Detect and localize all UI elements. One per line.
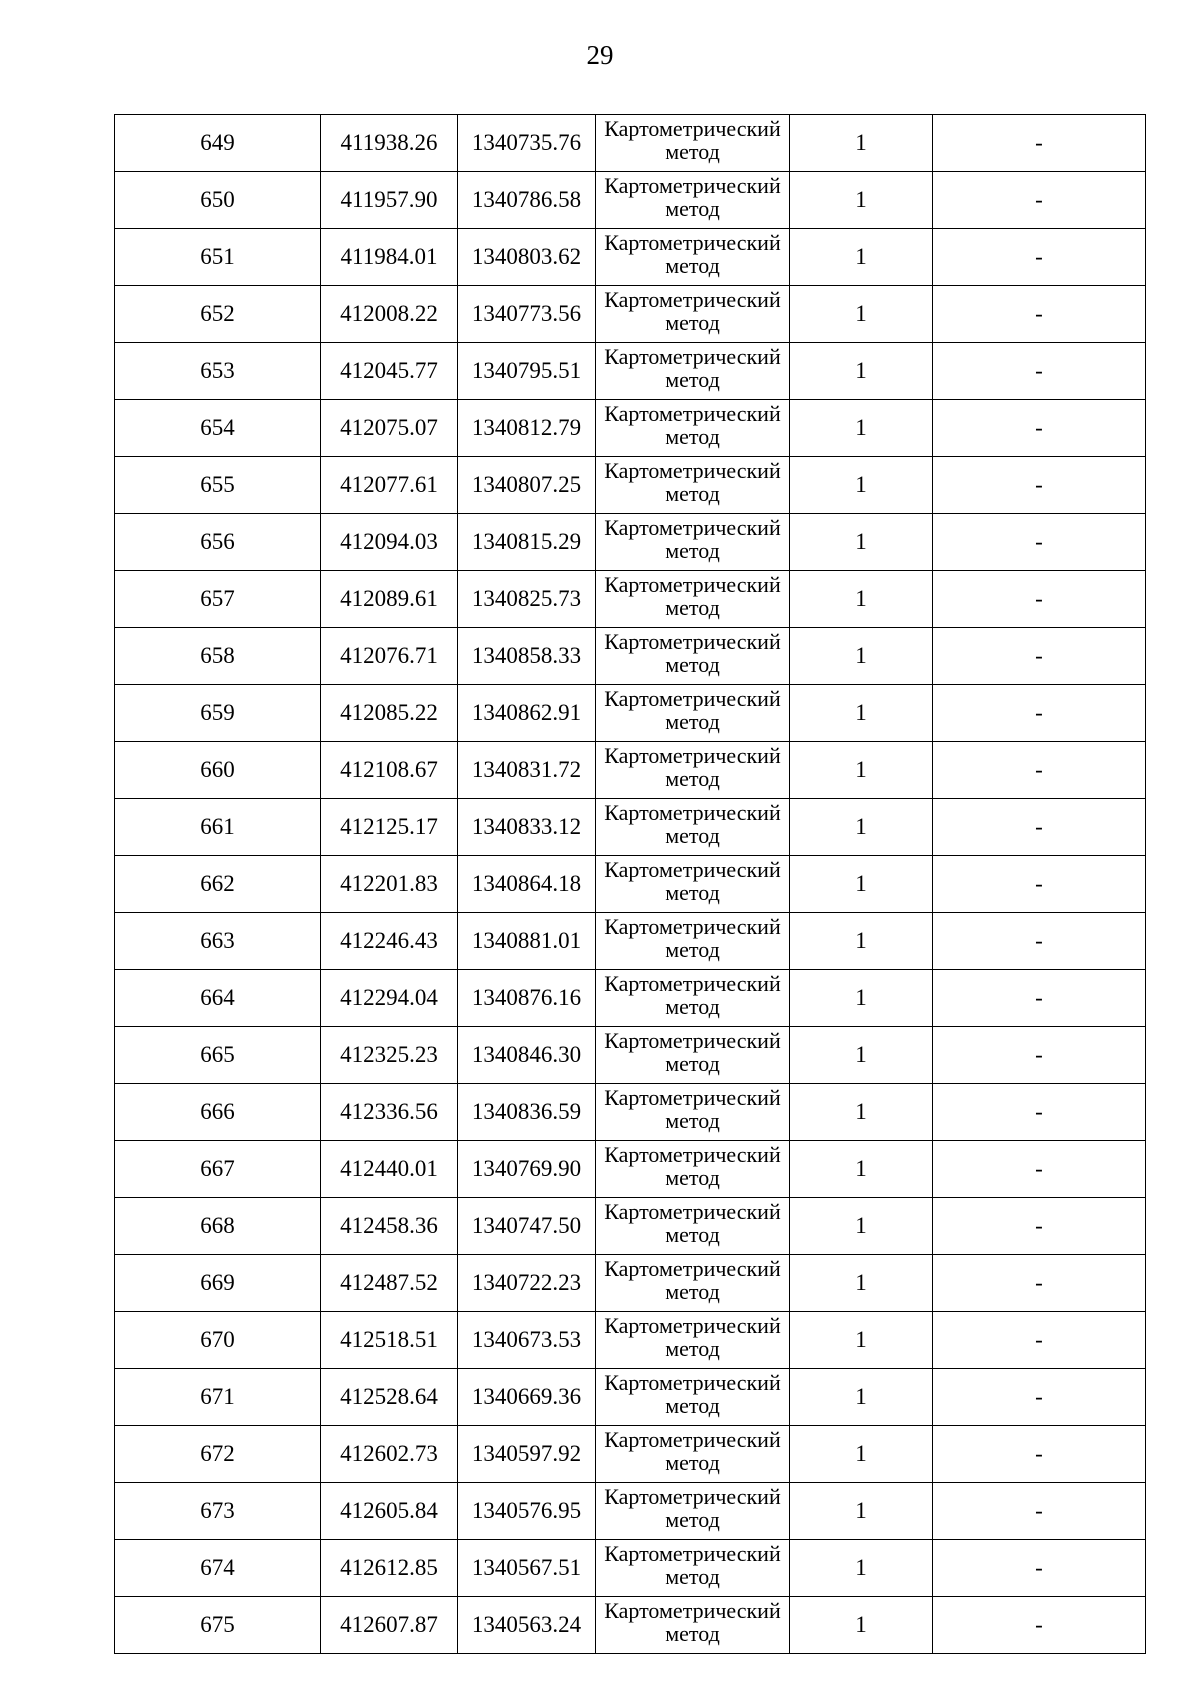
x-coordinate-cell: 412089.61 — [321, 571, 458, 628]
method-cell — [596, 1141, 790, 1198]
accuracy-cell: 1 — [790, 1483, 933, 1540]
point-number-cell: 673 — [115, 1483, 321, 1540]
accuracy-cell: 1 — [790, 1426, 933, 1483]
accuracy-cell: 1 — [790, 286, 933, 343]
method-text-line1: Картометрический — [604, 1427, 781, 1452]
method-cell — [596, 685, 790, 742]
y-coordinate-cell: 1340673.53 — [458, 1312, 596, 1369]
method-text-line1: Картометрический — [604, 116, 781, 141]
table-row — [115, 1141, 1146, 1198]
x-coordinate-cell: 412125.17 — [321, 799, 458, 856]
table-row — [115, 685, 1146, 742]
table-row — [115, 1369, 1146, 1426]
method-cell — [596, 286, 790, 343]
accuracy-cell: 1 — [790, 799, 933, 856]
y-coordinate-cell: 1340669.36 — [458, 1369, 596, 1426]
method-text-line2: метод — [665, 709, 720, 734]
x-coordinate-cell: 412077.61 — [321, 457, 458, 514]
x-coordinate-cell: 412336.56 — [321, 1084, 458, 1141]
point-number-cell: 672 — [115, 1426, 321, 1483]
method-text-line1: Картометрический — [604, 287, 781, 312]
y-coordinate-cell: 1340769.90 — [458, 1141, 596, 1198]
method-text-line1: Картометрический — [604, 1370, 781, 1395]
note-cell: - — [933, 571, 1146, 628]
note-cell: - — [933, 514, 1146, 571]
point-number-cell: 668 — [115, 1198, 321, 1255]
x-coordinate-cell: 412008.22 — [321, 286, 458, 343]
x-coordinate-cell: 412201.83 — [321, 856, 458, 913]
note-cell: - — [933, 685, 1146, 742]
y-coordinate-cell: 1340786.58 — [458, 172, 596, 229]
note-cell: - — [933, 286, 1146, 343]
method-text-line2: метод — [665, 1051, 720, 1076]
accuracy-cell: 1 — [790, 1141, 933, 1198]
method-text-line1: Картометрический — [604, 173, 781, 198]
y-coordinate-cell: 1340773.56 — [458, 286, 596, 343]
y-coordinate-cell: 1340722.23 — [458, 1255, 596, 1312]
point-number-cell: 659 — [115, 685, 321, 742]
x-coordinate-cell: 411957.90 — [321, 172, 458, 229]
method-text-line2: метод — [665, 1108, 720, 1133]
note-cell: - — [933, 799, 1146, 856]
table-row — [115, 571, 1146, 628]
method-text-line1: Картометрический — [604, 230, 781, 255]
accuracy-cell: 1 — [790, 514, 933, 571]
note-cell: - — [933, 1540, 1146, 1597]
y-coordinate-cell: 1340858.33 — [458, 628, 596, 685]
note-cell: - — [933, 229, 1146, 286]
y-coordinate-cell: 1340567.51 — [458, 1540, 596, 1597]
table-row — [115, 856, 1146, 913]
method-text-line2: метод — [665, 253, 720, 278]
x-coordinate-cell: 412108.67 — [321, 742, 458, 799]
note-cell: - — [933, 1426, 1146, 1483]
table-row — [115, 229, 1146, 286]
x-coordinate-cell: 411938.26 — [321, 115, 458, 172]
method-text-line1: Картометрический — [604, 743, 781, 768]
method-cell — [596, 913, 790, 970]
table-row — [115, 1084, 1146, 1141]
table-row — [115, 1540, 1146, 1597]
method-text-line2: метод — [665, 1393, 720, 1418]
method-text-line2: метод — [665, 652, 720, 677]
accuracy-cell: 1 — [790, 913, 933, 970]
x-coordinate-cell: 412325.23 — [321, 1027, 458, 1084]
table-row — [115, 1483, 1146, 1540]
accuracy-cell: 1 — [790, 457, 933, 514]
y-coordinate-cell: 1340881.01 — [458, 913, 596, 970]
note-cell: - — [933, 742, 1146, 799]
x-coordinate-cell: 412085.22 — [321, 685, 458, 742]
method-text-line2: метод — [665, 595, 720, 620]
accuracy-cell: 1 — [790, 1255, 933, 1312]
accuracy-cell: 1 — [790, 1369, 933, 1426]
x-coordinate-cell: 412518.51 — [321, 1312, 458, 1369]
method-cell — [596, 457, 790, 514]
accuracy-cell: 1 — [790, 1198, 933, 1255]
note-cell: - — [933, 1027, 1146, 1084]
x-coordinate-cell: 412528.64 — [321, 1369, 458, 1426]
y-coordinate-cell: 1340795.51 — [458, 343, 596, 400]
accuracy-cell: 1 — [790, 571, 933, 628]
table-row — [115, 628, 1146, 685]
table-row — [115, 1255, 1146, 1312]
y-coordinate-cell: 1340825.73 — [458, 571, 596, 628]
method-text-line2: метод — [665, 481, 720, 506]
note-cell: - — [933, 1255, 1146, 1312]
page-number: 29 — [586, 40, 614, 70]
y-coordinate-cell: 1340815.29 — [458, 514, 596, 571]
y-coordinate-cell: 1340597.92 — [458, 1426, 596, 1483]
method-cell — [596, 1255, 790, 1312]
method-cell — [596, 1312, 790, 1369]
method-text-line2: метод — [665, 1222, 720, 1247]
note-cell: - — [933, 1198, 1146, 1255]
method-text-line2: метод — [665, 1279, 720, 1304]
point-number-cell: 649 — [115, 115, 321, 172]
method-cell — [596, 1540, 790, 1597]
y-coordinate-cell: 1340735.76 — [458, 115, 596, 172]
method-text-line2: метод — [665, 766, 720, 791]
point-number-cell: 662 — [115, 856, 321, 913]
table-row — [115, 172, 1146, 229]
method-cell — [596, 628, 790, 685]
method-text-line1: Картометрический — [604, 344, 781, 369]
accuracy-cell: 1 — [790, 172, 933, 229]
x-coordinate-cell: 412458.36 — [321, 1198, 458, 1255]
method-cell — [596, 1369, 790, 1426]
method-text-line2: метод — [665, 538, 720, 563]
note-cell: - — [933, 400, 1146, 457]
method-text-line1: Картометрический — [604, 1085, 781, 1110]
method-text-line1: Картометрический — [604, 1484, 781, 1509]
method-text-line1: Картометрический — [604, 1313, 781, 1338]
method-cell — [596, 856, 790, 913]
method-text-line1: Картометрический — [604, 458, 781, 483]
method-cell — [596, 1426, 790, 1483]
method-cell — [596, 115, 790, 172]
method-text-line2: метод — [665, 823, 720, 848]
y-coordinate-cell: 1340846.30 — [458, 1027, 596, 1084]
table-row — [115, 1426, 1146, 1483]
x-coordinate-cell: 412440.01 — [321, 1141, 458, 1198]
method-cell — [596, 742, 790, 799]
method-cell — [596, 343, 790, 400]
table-row — [115, 400, 1146, 457]
x-coordinate-cell: 411984.01 — [321, 229, 458, 286]
method-text-line1: Картометрический — [604, 971, 781, 996]
method-text-line1: Картометрический — [604, 401, 781, 426]
accuracy-cell: 1 — [790, 970, 933, 1027]
y-coordinate-cell: 1340864.18 — [458, 856, 596, 913]
method-text-line1: Картометрический — [604, 1028, 781, 1053]
accuracy-cell: 1 — [790, 400, 933, 457]
accuracy-cell: 1 — [790, 1597, 933, 1654]
note-cell: - — [933, 1369, 1146, 1426]
method-text-line2: метод — [665, 1165, 720, 1190]
method-text-line1: Картометрический — [604, 1256, 781, 1281]
method-text-line1: Картометрический — [604, 1598, 781, 1623]
accuracy-cell: 1 — [790, 115, 933, 172]
method-text-line2: метод — [665, 310, 720, 335]
point-number-cell: 655 — [115, 457, 321, 514]
table-row — [115, 799, 1146, 856]
note-cell: - — [933, 856, 1146, 913]
x-coordinate-cell: 412605.84 — [321, 1483, 458, 1540]
point-number-cell: 653 — [115, 343, 321, 400]
table-row — [115, 1597, 1146, 1654]
x-coordinate-cell: 412075.07 — [321, 400, 458, 457]
method-text-line1: Картометрический — [604, 914, 781, 939]
y-coordinate-cell: 1340831.72 — [458, 742, 596, 799]
coordinates-table — [114, 114, 1146, 1654]
x-coordinate-cell: 412612.85 — [321, 1540, 458, 1597]
table-row — [115, 457, 1146, 514]
accuracy-cell: 1 — [790, 685, 933, 742]
x-coordinate-cell: 412487.52 — [321, 1255, 458, 1312]
method-text-line1: Картометрический — [604, 1199, 781, 1224]
point-number-cell: 657 — [115, 571, 321, 628]
x-coordinate-cell: 412602.73 — [321, 1426, 458, 1483]
table-row — [115, 343, 1146, 400]
point-number-cell: 670 — [115, 1312, 321, 1369]
table-row — [115, 970, 1146, 1027]
y-coordinate-cell: 1340833.12 — [458, 799, 596, 856]
note-cell: - — [933, 1141, 1146, 1198]
point-number-cell: 671 — [115, 1369, 321, 1426]
point-number-cell: 674 — [115, 1540, 321, 1597]
note-cell: - — [933, 1312, 1146, 1369]
method-cell — [596, 1027, 790, 1084]
y-coordinate-cell: 1340807.25 — [458, 457, 596, 514]
method-text-line2: метод — [665, 424, 720, 449]
table-row — [115, 286, 1146, 343]
table-row — [115, 1312, 1146, 1369]
method-text-line2: метод — [665, 880, 720, 905]
note-cell: - — [933, 172, 1146, 229]
method-cell — [596, 571, 790, 628]
table-row — [115, 742, 1146, 799]
x-coordinate-cell: 412094.03 — [321, 514, 458, 571]
method-text-line2: метод — [665, 196, 720, 221]
point-number-cell: 666 — [115, 1084, 321, 1141]
x-coordinate-cell: 412294.04 — [321, 970, 458, 1027]
method-text-line1: Картометрический — [604, 629, 781, 654]
accuracy-cell: 1 — [790, 742, 933, 799]
method-text-line1: Картометрический — [604, 857, 781, 882]
note-cell: - — [933, 457, 1146, 514]
method-cell — [596, 1483, 790, 1540]
x-coordinate-cell: 412246.43 — [321, 913, 458, 970]
note-cell: - — [933, 1483, 1146, 1540]
method-text-line2: метод — [665, 367, 720, 392]
note-cell: - — [933, 115, 1146, 172]
method-text-line1: Картометрический — [604, 515, 781, 540]
method-text-line1: Картометрический — [604, 572, 781, 597]
point-number-cell: 652 — [115, 286, 321, 343]
table-row — [115, 514, 1146, 571]
table-row — [115, 1198, 1146, 1255]
point-number-cell: 654 — [115, 400, 321, 457]
note-cell: - — [933, 970, 1146, 1027]
method-text-line2: метод — [665, 937, 720, 962]
table-body — [115, 115, 1146, 1654]
point-number-cell: 667 — [115, 1141, 321, 1198]
method-cell — [596, 514, 790, 571]
y-coordinate-cell: 1340836.59 — [458, 1084, 596, 1141]
accuracy-cell: 1 — [790, 856, 933, 913]
method-text-line2: метод — [665, 1621, 720, 1646]
point-number-cell: 675 — [115, 1597, 321, 1654]
note-cell: - — [933, 628, 1146, 685]
y-coordinate-cell: 1340812.79 — [458, 400, 596, 457]
method-text-line2: метод — [665, 1336, 720, 1361]
y-coordinate-cell: 1340576.95 — [458, 1483, 596, 1540]
accuracy-cell: 1 — [790, 229, 933, 286]
method-cell — [596, 1084, 790, 1141]
table-row — [115, 115, 1146, 172]
method-text-line2: метод — [665, 1450, 720, 1475]
accuracy-cell: 1 — [790, 1084, 933, 1141]
accuracy-cell: 1 — [790, 1027, 933, 1084]
y-coordinate-cell: 1340803.62 — [458, 229, 596, 286]
method-text-line2: метод — [665, 994, 720, 1019]
point-number-cell: 650 — [115, 172, 321, 229]
accuracy-cell: 1 — [790, 343, 933, 400]
method-cell — [596, 970, 790, 1027]
point-number-cell: 656 — [115, 514, 321, 571]
method-cell — [596, 172, 790, 229]
method-text-line1: Картометрический — [604, 1142, 781, 1167]
note-cell: - — [933, 1597, 1146, 1654]
y-coordinate-cell: 1340876.16 — [458, 970, 596, 1027]
point-number-cell: 663 — [115, 913, 321, 970]
accuracy-cell: 1 — [790, 1540, 933, 1597]
y-coordinate-cell: 1340747.50 — [458, 1198, 596, 1255]
method-cell — [596, 400, 790, 457]
y-coordinate-cell: 1340563.24 — [458, 1597, 596, 1654]
table-row — [115, 1027, 1146, 1084]
method-text-line1: Картометрический — [604, 1541, 781, 1566]
note-cell: - — [933, 1084, 1146, 1141]
x-coordinate-cell: 412045.77 — [321, 343, 458, 400]
method-text-line2: метод — [665, 1507, 720, 1532]
point-number-cell: 658 — [115, 628, 321, 685]
x-coordinate-cell: 412607.87 — [321, 1597, 458, 1654]
method-cell — [596, 1198, 790, 1255]
method-text-line1: Картометрический — [604, 686, 781, 711]
point-number-cell: 664 — [115, 970, 321, 1027]
method-cell — [596, 799, 790, 856]
point-number-cell: 669 — [115, 1255, 321, 1312]
method-cell — [596, 1597, 790, 1654]
point-number-cell: 651 — [115, 229, 321, 286]
method-cell — [596, 229, 790, 286]
point-number-cell: 661 — [115, 799, 321, 856]
x-coordinate-cell: 412076.71 — [321, 628, 458, 685]
y-coordinate-cell: 1340862.91 — [458, 685, 596, 742]
method-text-line2: метод — [665, 1564, 720, 1589]
accuracy-cell: 1 — [790, 1312, 933, 1369]
accuracy-cell: 1 — [790, 628, 933, 685]
note-cell: - — [933, 913, 1146, 970]
point-number-cell: 665 — [115, 1027, 321, 1084]
point-number-cell: 660 — [115, 742, 321, 799]
method-text-line2: метод — [665, 139, 720, 164]
table-row — [115, 913, 1146, 970]
note-cell: - — [933, 343, 1146, 400]
method-text-line1: Картометрический — [604, 800, 781, 825]
